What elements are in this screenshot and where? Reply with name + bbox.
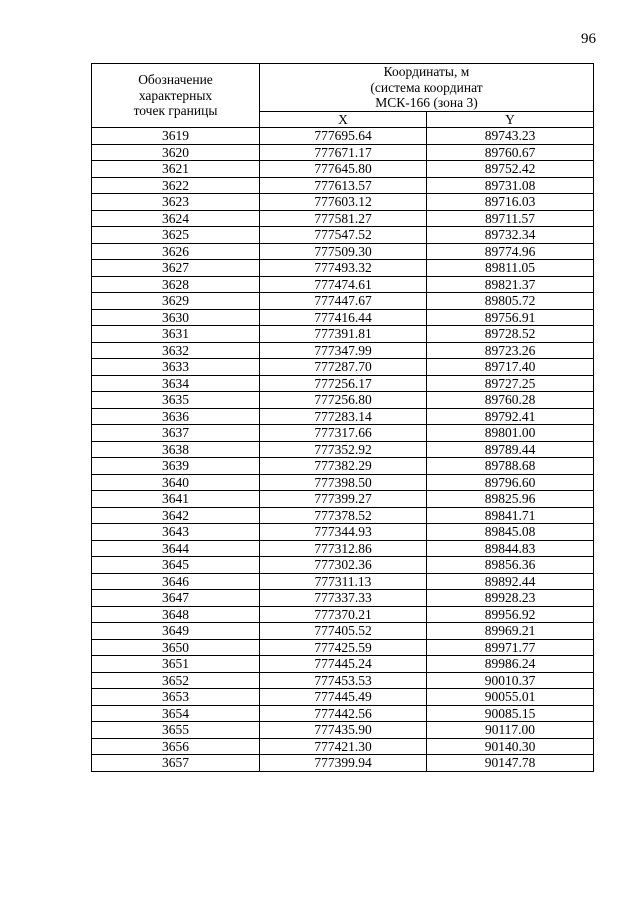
point-id-cell: 3657	[92, 755, 260, 772]
table-row	[92, 590, 594, 607]
table-row	[92, 491, 594, 508]
table-row	[92, 639, 594, 656]
x-coordinate-cell: 777695.64	[260, 128, 427, 145]
x-coordinate-cell: 777416.44	[260, 309, 427, 326]
y-coordinate-cell: 89801.00	[427, 425, 594, 442]
x-coordinate-cell: 777312.86	[260, 540, 427, 557]
point-id-cell: 3620	[92, 144, 260, 161]
table-row	[92, 375, 594, 392]
y-coordinate-cell: 90140.30	[427, 738, 594, 755]
y-coordinate-cell: 89892.44	[427, 573, 594, 590]
y-coordinate-cell: 89717.40	[427, 359, 594, 376]
point-id-cell: 3656	[92, 738, 260, 755]
y-coordinate-cell: 90010.37	[427, 672, 594, 689]
point-header-line: точек границы	[133, 103, 218, 119]
point-id-cell: 3637	[92, 425, 260, 442]
y-coordinate-cell: 89825.96	[427, 491, 594, 508]
point-id-cell: 3649	[92, 623, 260, 640]
table-row	[92, 672, 594, 689]
x-coordinate-cell: 777509.30	[260, 243, 427, 260]
x-coordinate-cell: 777405.52	[260, 623, 427, 640]
point-id-cell: 3646	[92, 573, 260, 590]
table-row	[92, 425, 594, 442]
x-coordinate-cell: 777337.33	[260, 590, 427, 607]
y-coordinate-cell: 90085.15	[427, 705, 594, 722]
x-coordinate-cell: 777603.12	[260, 194, 427, 211]
table-row	[92, 540, 594, 557]
table-row	[92, 227, 594, 244]
table-row	[92, 293, 594, 310]
x-coordinate-cell: 777435.90	[260, 722, 427, 739]
point-header-line: Обозначение	[138, 72, 213, 88]
point-id-cell: 3651	[92, 656, 260, 673]
y-coordinate-cell: 89731.08	[427, 177, 594, 194]
y-coordinate-cell: 89788.68	[427, 458, 594, 475]
table-row	[92, 276, 594, 293]
coordinates-header	[260, 64, 594, 112]
point-id-cell: 3631	[92, 326, 260, 343]
coordinates-table	[91, 63, 594, 772]
table-row	[92, 606, 594, 623]
y-column-header: Y	[427, 111, 594, 128]
x-column-header: X	[260, 111, 427, 128]
y-coordinate-cell: 89756.91	[427, 309, 594, 326]
table-row	[92, 144, 594, 161]
y-coordinate-cell: 89743.23	[427, 128, 594, 145]
x-coordinate-cell: 777442.56	[260, 705, 427, 722]
point-id-cell: 3650	[92, 639, 260, 656]
point-id-cell: 3624	[92, 210, 260, 227]
table-row	[92, 524, 594, 541]
y-coordinate-cell: 89789.44	[427, 441, 594, 458]
point-id-cell: 3626	[92, 243, 260, 260]
point-id-cell: 3645	[92, 557, 260, 574]
x-coordinate-cell: 777398.50	[260, 474, 427, 491]
y-coordinate-cell: 89856.36	[427, 557, 594, 574]
table-row	[92, 474, 594, 491]
x-coordinate-cell: 777447.67	[260, 293, 427, 310]
y-coordinate-cell: 90117.00	[427, 722, 594, 739]
y-coordinate-cell: 89969.21	[427, 623, 594, 640]
point-id-cell: 3635	[92, 392, 260, 409]
y-coordinate-cell: 89805.72	[427, 293, 594, 310]
point-header-line: характерных	[138, 87, 213, 103]
table-row	[92, 656, 594, 673]
x-coordinate-cell: 777391.81	[260, 326, 427, 343]
point-designation-header	[92, 64, 260, 128]
x-coordinate-cell: 777425.59	[260, 639, 427, 656]
x-coordinate-cell: 777645.80	[260, 161, 427, 178]
x-coordinate-cell: 777344.93	[260, 524, 427, 541]
point-id-cell: 3632	[92, 342, 260, 359]
point-id-cell: 3655	[92, 722, 260, 739]
x-coordinate-cell: 777474.61	[260, 276, 427, 293]
y-coordinate-cell: 89716.03	[427, 194, 594, 211]
coords-header-line: (система координат	[370, 79, 483, 95]
table-row	[92, 507, 594, 524]
table-row	[92, 342, 594, 359]
x-coordinate-cell: 777399.94	[260, 755, 427, 772]
point-id-cell: 3643	[92, 524, 260, 541]
x-coordinate-cell: 777445.24	[260, 656, 427, 673]
point-id-cell: 3648	[92, 606, 260, 623]
x-coordinate-cell: 777671.17	[260, 144, 427, 161]
x-coordinate-cell: 777445.49	[260, 689, 427, 706]
table-row	[92, 623, 594, 640]
table-row	[92, 243, 594, 260]
y-coordinate-cell: 89760.28	[427, 392, 594, 409]
y-coordinate-cell: 90055.01	[427, 689, 594, 706]
y-coordinate-cell: 89792.41	[427, 408, 594, 425]
y-coordinate-cell: 89844.83	[427, 540, 594, 557]
table-row	[92, 326, 594, 343]
coords-header-line: Координаты, м	[383, 64, 470, 79]
y-coordinate-cell: 90147.78	[427, 755, 594, 772]
table-row	[92, 755, 594, 772]
point-id-cell: 3629	[92, 293, 260, 310]
x-coordinate-cell: 777256.80	[260, 392, 427, 409]
table-row	[92, 177, 594, 194]
x-coordinate-cell: 777347.99	[260, 342, 427, 359]
point-id-cell: 3639	[92, 458, 260, 475]
point-id-cell: 3636	[92, 408, 260, 425]
table-row	[92, 309, 594, 326]
y-coordinate-cell: 89821.37	[427, 276, 594, 293]
y-coordinate-cell: 89796.60	[427, 474, 594, 491]
table-row	[92, 359, 594, 376]
point-id-cell: 3630	[92, 309, 260, 326]
y-coordinate-cell: 89728.52	[427, 326, 594, 343]
y-coordinate-cell: 89928.23	[427, 590, 594, 607]
point-id-cell: 3634	[92, 375, 260, 392]
x-coordinate-cell: 777311.13	[260, 573, 427, 590]
table-row	[92, 705, 594, 722]
point-id-cell: 3633	[92, 359, 260, 376]
point-id-cell: 3641	[92, 491, 260, 508]
point-id-cell: 3628	[92, 276, 260, 293]
table-row	[92, 392, 594, 409]
table-row	[92, 128, 594, 145]
x-coordinate-cell: 777302.36	[260, 557, 427, 574]
x-coordinate-cell: 777352.92	[260, 441, 427, 458]
x-coordinate-cell: 777399.27	[260, 491, 427, 508]
point-id-cell: 3652	[92, 672, 260, 689]
y-coordinate-cell: 89774.96	[427, 243, 594, 260]
point-id-cell: 3622	[92, 177, 260, 194]
x-coordinate-cell: 777283.14	[260, 408, 427, 425]
coords-header-line: МСК-166 (зона 3)	[375, 95, 478, 110]
y-coordinate-cell: 89732.34	[427, 227, 594, 244]
table-row	[92, 573, 594, 590]
point-id-cell: 3625	[92, 227, 260, 244]
x-coordinate-cell: 777581.27	[260, 210, 427, 227]
point-id-cell: 3654	[92, 705, 260, 722]
x-coordinate-cell: 777370.21	[260, 606, 427, 623]
x-coordinate-cell: 777613.57	[260, 177, 427, 194]
table-row	[92, 557, 594, 574]
table-row	[92, 738, 594, 755]
point-id-cell: 3621	[92, 161, 260, 178]
table-row	[92, 161, 594, 178]
point-id-cell: 3623	[92, 194, 260, 211]
y-coordinate-cell: 89752.42	[427, 161, 594, 178]
table-header	[92, 64, 594, 128]
point-id-cell: 3627	[92, 260, 260, 277]
x-coordinate-cell: 777256.17	[260, 375, 427, 392]
y-coordinate-cell: 89841.71	[427, 507, 594, 524]
table-row	[92, 408, 594, 425]
point-id-cell: 3653	[92, 689, 260, 706]
point-id-cell: 3638	[92, 441, 260, 458]
table-row	[92, 689, 594, 706]
table-body	[92, 128, 594, 772]
y-coordinate-cell: 89956.92	[427, 606, 594, 623]
y-coordinate-cell: 89971.77	[427, 639, 594, 656]
x-coordinate-cell: 777453.53	[260, 672, 427, 689]
table-row	[92, 441, 594, 458]
point-id-cell: 3644	[92, 540, 260, 557]
table-row	[92, 210, 594, 227]
x-coordinate-cell: 777317.66	[260, 425, 427, 442]
x-coordinate-cell: 777421.30	[260, 738, 427, 755]
x-coordinate-cell: 777382.29	[260, 458, 427, 475]
point-id-cell: 3647	[92, 590, 260, 607]
point-id-cell: 3640	[92, 474, 260, 491]
x-coordinate-cell: 777547.52	[260, 227, 427, 244]
point-id-cell: 3642	[92, 507, 260, 524]
y-coordinate-cell: 89845.08	[427, 524, 594, 541]
y-coordinate-cell: 89727.25	[427, 375, 594, 392]
table-row	[92, 458, 594, 475]
header-row-main	[92, 64, 594, 112]
point-id-cell: 3619	[92, 128, 260, 145]
page-number: 96	[581, 31, 596, 47]
table-row	[92, 260, 594, 277]
y-coordinate-cell: 89811.05	[427, 260, 594, 277]
y-coordinate-cell: 89986.24	[427, 656, 594, 673]
y-coordinate-cell: 89760.67	[427, 144, 594, 161]
x-coordinate-cell: 777287.70	[260, 359, 427, 376]
x-coordinate-cell: 777378.52	[260, 507, 427, 524]
y-coordinate-cell: 89723.26	[427, 342, 594, 359]
table-row	[92, 722, 594, 739]
y-coordinate-cell: 89711.57	[427, 210, 594, 227]
table-row	[92, 194, 594, 211]
x-coordinate-cell: 777493.32	[260, 260, 427, 277]
